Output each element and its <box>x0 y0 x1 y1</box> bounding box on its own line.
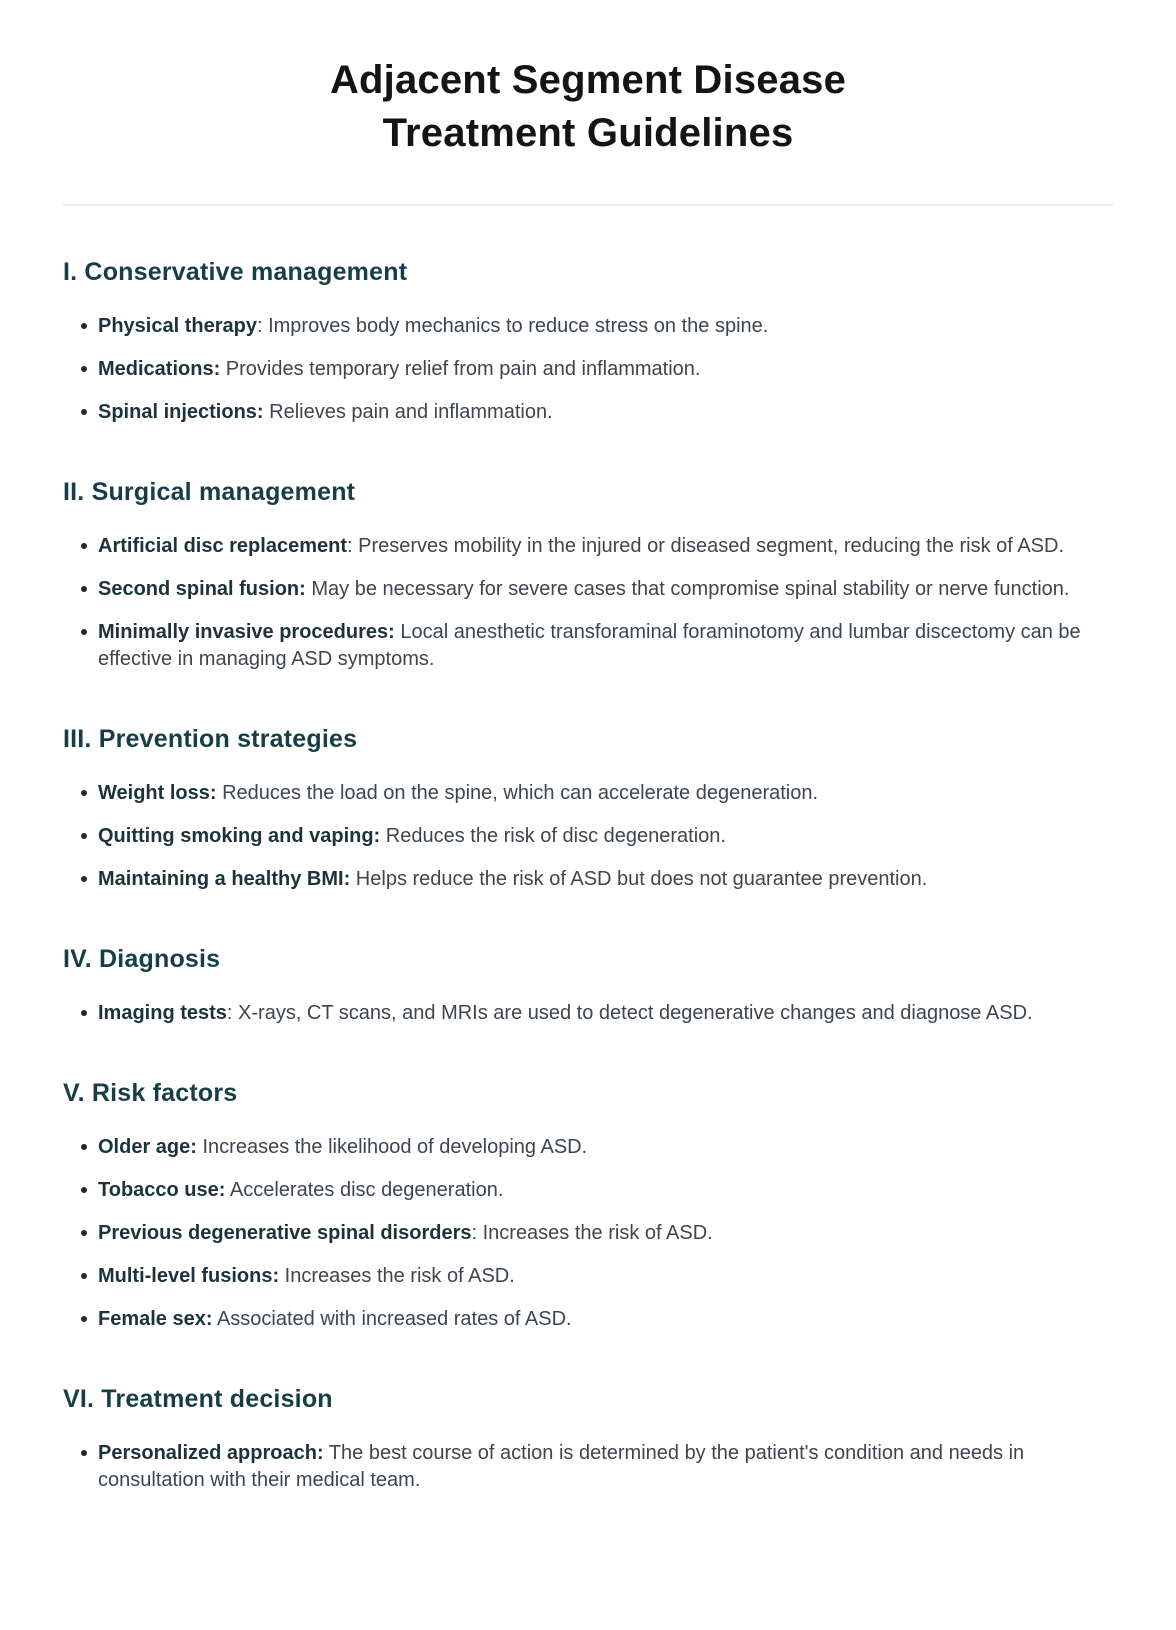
item-label: Physical therapy <box>98 315 257 338</box>
list-item <box>63 619 1113 673</box>
item-label: Medications: <box>98 358 221 381</box>
title-divider <box>63 204 1113 206</box>
item-label: Spinal injections: <box>98 401 264 424</box>
item-text: Increases the risk of ASD. <box>279 1265 515 1288</box>
list-item <box>63 1134 1113 1161</box>
item-text: Accelerates disc degeneration. <box>225 1179 504 1202</box>
section-list <box>63 1000 1113 1027</box>
list-item <box>63 576 1113 603</box>
document-title-line2: Treatment Guidelines <box>382 111 794 156</box>
item-text: : Improves body mechanics to reduce stress on the spine. <box>256 315 769 338</box>
item-label: Maintaining a healthy BMI: <box>98 868 351 891</box>
section-heading: I. Conservative management <box>63 258 408 287</box>
list-item <box>63 1000 1113 1027</box>
sections <box>63 258 1113 1494</box>
list-item <box>63 356 1113 383</box>
item-label: Older age: <box>98 1136 197 1159</box>
item-label: Multi-level fusions: <box>98 1265 280 1288</box>
section-list <box>63 1440 1113 1494</box>
item-text: The best course of action is determined by the patient's condition and needs in consultation with their medical team. <box>98 1442 1025 1492</box>
section-list <box>63 533 1113 673</box>
list-item <box>63 1440 1113 1494</box>
section-list <box>63 1134 1113 1333</box>
item-label: Previous degenerative spinal disorders <box>98 1222 472 1245</box>
guideline-section <box>63 1079 1113 1333</box>
item-text: Relieves pain and inflammation. <box>263 401 553 424</box>
document-title <box>63 54 1113 160</box>
section-heading: II. Surgical management <box>63 478 356 507</box>
list-item <box>63 1263 1113 1290</box>
section-list <box>63 313 1113 426</box>
list-item <box>63 313 1113 340</box>
item-label: Female sex: <box>98 1308 213 1331</box>
item-text: Helps reduce the risk of ASD but does not guarantee prevention. <box>350 868 928 891</box>
item-label: Artificial disc replacement <box>98 535 347 558</box>
document-title-line1: Adjacent Segment Disease <box>329 58 847 102</box>
item-label: Quitting smoking and vaping: <box>98 825 381 848</box>
item-text: Reduces the load on the spine, which can accelerate degeneration. <box>216 782 819 805</box>
section-heading: III. Prevention strategies <box>63 725 358 754</box>
item-text: : Increases the risk of ASD. <box>471 1222 713 1245</box>
list-item <box>63 780 1113 807</box>
item-text: Increases the likelihood of developing ASD. <box>196 1136 588 1159</box>
item-text: Provides temporary relief from pain and inflammation. <box>220 358 701 381</box>
item-text: Local anesthetic transforaminal foraminotomy and lumbar discectomy can be effective in managing ASD symptoms. <box>98 621 1081 671</box>
list-item <box>63 1306 1113 1333</box>
item-label: Weight loss: <box>98 782 217 805</box>
guideline-section <box>63 478 1113 673</box>
item-label: Minimally invasive procedures: <box>98 621 395 644</box>
item-text: : X-rays, CT scans, and MRIs are used to detect degenerative changes and diagnose ASD. <box>226 1002 1033 1025</box>
list-item <box>63 1177 1113 1204</box>
guideline-section <box>63 725 1113 893</box>
item-text: : Preserves mobility in the injured or diseased segment, reducing the risk of ASD. <box>346 535 1064 558</box>
item-label: Imaging tests <box>98 1002 227 1025</box>
list-item <box>63 399 1113 426</box>
guideline-section <box>63 1385 1113 1494</box>
section-list <box>63 780 1113 893</box>
list-item <box>63 823 1113 850</box>
list-item <box>63 866 1113 893</box>
section-heading: IV. Diagnosis <box>63 945 221 974</box>
list-item <box>63 1220 1113 1247</box>
list-item <box>63 533 1113 560</box>
item-text: Associated with increased rates of ASD. <box>212 1308 572 1331</box>
item-label: Tobacco use: <box>98 1179 226 1202</box>
section-heading: VI. Treatment decision <box>63 1385 333 1414</box>
item-text: May be necessary for severe cases that compromise spinal stability or nerve function. <box>305 578 1070 601</box>
guideline-section <box>63 945 1113 1027</box>
section-heading: V. Risk factors <box>63 1079 238 1108</box>
item-label: Second spinal fusion: <box>98 578 306 601</box>
guideline-section <box>63 258 1113 426</box>
item-label: Personalized approach: <box>98 1442 324 1465</box>
item-text: Reduces the risk of disc degeneration. <box>380 825 726 848</box>
